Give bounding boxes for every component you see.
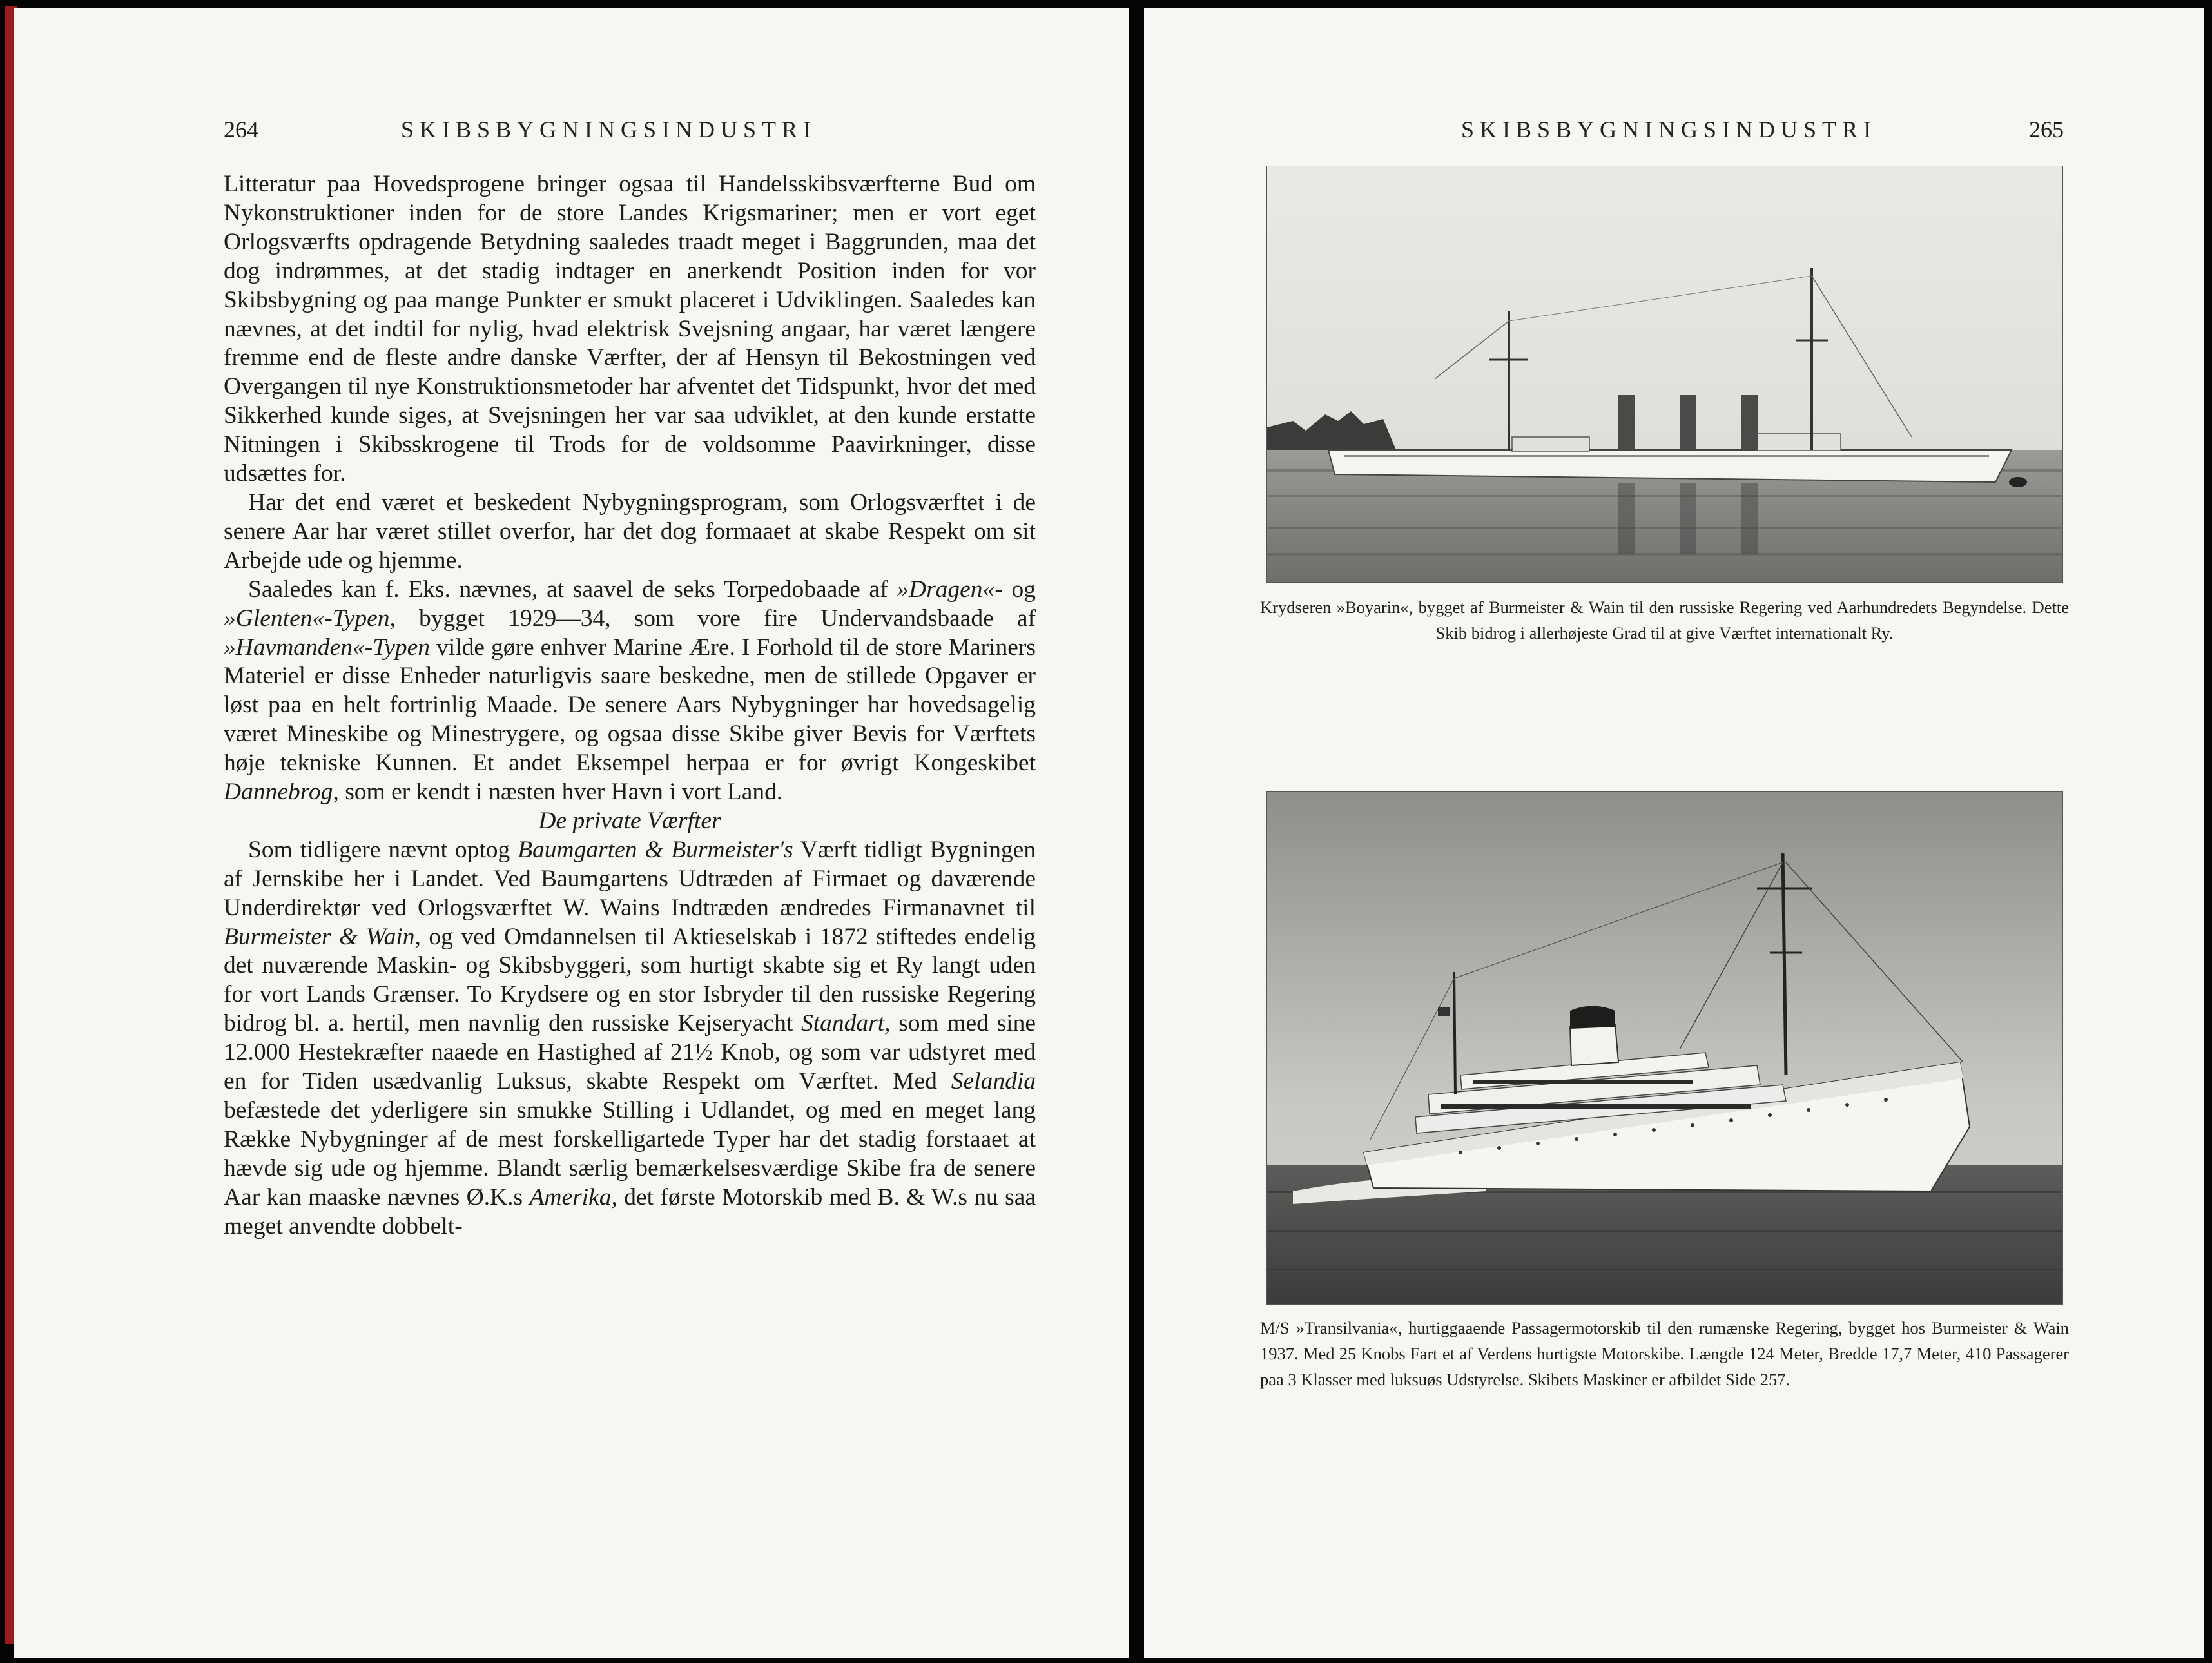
running-head-right: SKIBSBYGNINGSINDUSTRI xyxy=(1461,117,1877,142)
page-number-right: 265 xyxy=(2029,117,2064,142)
paragraph-2: Har det end været et beskedent Nybygningsprogram, som Orlogsværftet i de senere Aar har været stillet overfor, har det dog formaaet at skabe Respekt om sit Arbejde ude og hjemme. xyxy=(224,489,1036,574)
photo-cruiser-boyarin xyxy=(1266,166,2063,583)
photo-cruiser-caption: Krydseren »Boyarin«, bygget af Burmeister & Wain til den russiske Regering ved Aarhundredets Begyndelse. Dette Skib bidrog i allerhøjeste Grad til at give Værftet internationalt Ry. xyxy=(1260,598,2069,643)
motorship-illustration xyxy=(1267,792,2062,1304)
paragraph-4: Som tidligere nævnt optog Baumgarten & Burmeister's Værft tidligt Bygningen af Jernskibe her i Landet. Ved Baumgartens Udtræden af Firmaet og daværende Underdirektør ved Orlogsværftet W. Wains Indtræden ændredes Firmanavnet til Burmeister & Wain, og ved Omdannelsen til Aktieselskab i 1872 stiftedes endelig det nuværende Maskin- og Skibsbyggeri, som hurtigt skabte sig et Ry langt uden for vort Lands Grænser. To Krydsere og en stor Isbryder til den russiske Regering bidrog bl. a. hertil, men navnlig den russiske Kejseryacht Standart, som med sine 12.000 Hestekræfter naaede en Hastighed af 21½ Knob, og som var udstyret med en for Tiden usædvanlig Luksus, skabte Respekt om Værftet. Med Selandia befæstede det yderligere sin smukke Stilling i Udlandet, og med en meget lang Række Nybygninger af de mest forskelligartede Typer har det stadig forstaaet at hævde sig ude og hjemme. Blandt særlig bemærkelsesværdige Skibe fra de senere Aar kan maaske nævnes Ø.K.s Amerika, det første Motorskib med B. & W.s nu saa meget anvendte dobbelt- xyxy=(224,836,1036,1240)
right-page xyxy=(1144,8,2204,1658)
photo-motorship-transilvania xyxy=(1266,791,2063,1305)
photo-motorship-caption: M/S »Transilvania«, hurtiggaaende Passagermotorskib til den rumænske Regering, bygget hos Burmeister & Wain 1937. Med 25 Knobs Fart et af Verdens hurtigste Motorskibe. Længde 124 Meter, Bredde 17,7 Meter, 410 Passagerer paa 3 Klasser med luksuøs Udstyrelse. Skibets Maskiner er afbildet Side 257. xyxy=(1260,1318,2069,1389)
section-subheading: De private Værfter xyxy=(538,807,721,834)
running-head-left: SKIBSBYGNINGSINDUSTRI xyxy=(401,117,817,142)
paragraph-3: Saaledes kan f. Eks. nævnes, at saavel de seks Torpedobaade af »Dragen«- og »Glenten«-Typen, bygget 1929—34, som vore fire Undervandsbaade af »Havmanden«-Typen vilde gøre enhver Marine Ære. I Forhold til de store Mariners Materiel er disse Enheder naturligvis saare beskedne, men de stillede Opgaver er løst paa en helt fortrinlig Maade. De senere Aars Nybygninger har hovedsagelig været Mineskibe og Minestrygere, og ogsaa disse Skibe giver Bevis for Værftets høje tekniske Kunnen. Et andet Eksempel herpaa er for øvrigt Kongeskibet Dannebrog, som er kendt i næsten hver Havn i vort Land. xyxy=(224,576,1036,806)
paragraph-1: Litteratur paa Hovedsprogene bringer ogsaa til Handelsskibsværfterne Bud om Nykonstruktioner inden for de store Landes Krigsmariner; men er vort eget Orlogsværfts opdragende Betydning saaledes traadt meget i Baggrunden, maa det dog indrømmes, at det stadig indtager en anerkendt Position inden for vor Skibsbygning og paa mange Punkter er smukt placeret i Udviklingen. Saaledes kan nævnes, at det indtil for nylig, hvad elektrisk Svejsning angaar, har været længere fremme end de fleste andre danske Værfter, der af Hensyn til Bekostningen ved Overgangen til nye Konstruktionsmetoder har afventet det Tidspunkt, hvor det med Sikkerhed kunde siges, at Svejsningen her var saa udviklet, at den kunde erstatte Nitningen i Skibsskrogene til Trods for de voldsomme Paavirkninger, disse udsættes for. xyxy=(224,171,1036,487)
body-text xyxy=(224,170,1036,1241)
page-number-left: 264 xyxy=(224,117,258,142)
left-page xyxy=(14,8,1129,1658)
cruiser-illustration xyxy=(1267,166,2062,582)
